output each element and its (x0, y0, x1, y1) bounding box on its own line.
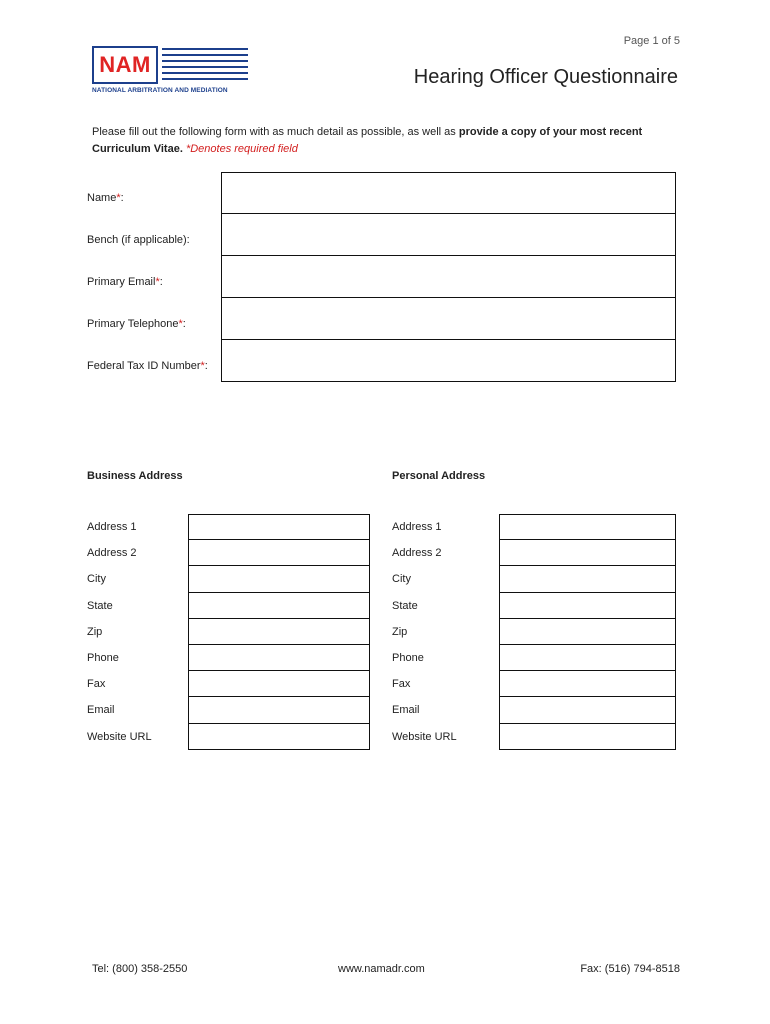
personal-website-url-label: Website URL (392, 730, 457, 743)
business-state-label: State (87, 599, 113, 612)
business-phone-label: Phone (87, 652, 119, 664)
business-zip-input[interactable] (188, 618, 370, 645)
required-star: * (116, 192, 121, 204)
bench-if-applicable-input[interactable] (221, 213, 676, 256)
primary-email-label (87, 276, 163, 288)
label-colon: : (186, 234, 190, 246)
document-title: Hearing Officer Questionnaire (413, 66, 678, 88)
field-label-text: Primary Email (87, 276, 156, 288)
field-label-text: Name (87, 192, 117, 204)
personal-city-label: City (392, 573, 411, 586)
bench-if-applicable-label (87, 234, 190, 246)
business-city-label: City (87, 573, 106, 586)
logo-text: NAM (99, 52, 151, 77)
personal-fax-label: Fax (392, 678, 411, 691)
personal-phone-input[interactable] (499, 644, 676, 671)
label-colon: : (120, 192, 124, 204)
personal-fax-input[interactable] (499, 670, 676, 697)
business-zip-label: Zip (87, 625, 103, 638)
business-address-2-label: Address 2 (87, 547, 137, 560)
personal-address-2-input[interactable] (499, 539, 676, 566)
business-address-1-label: Address 1 (87, 521, 137, 533)
field-label-text: Bench (if applicable) (87, 234, 187, 246)
logo-mark (92, 46, 158, 84)
intro-plain: Please fill out the following form with as much detail as possible, as well as (92, 126, 459, 138)
footer-web: www.namadr.com (338, 963, 425, 975)
page-number: Page 1 of 5 (623, 35, 680, 47)
label-colon: : (204, 360, 208, 372)
intro-bold: provide a copy of your most recent Curriculum Vitae. (92, 126, 643, 155)
business-city-input[interactable] (188, 565, 370, 592)
label-colon: : (159, 276, 163, 288)
intro-text (92, 124, 692, 158)
footer-fax: Fax: (516) 794-8518 (580, 963, 680, 975)
name-label (87, 192, 124, 204)
business-fax-label: Fax (87, 678, 106, 691)
business-fax-input[interactable] (188, 670, 370, 697)
personal-address-1-input[interactable] (499, 514, 676, 540)
footer-tel: Tel: (800) 358-2550 (92, 963, 188, 975)
logo-subtitle: NATIONAL ARBITRATION AND MEDIATION (92, 87, 228, 94)
personal-phone-label: Phone (392, 652, 424, 664)
business-address-2-input[interactable] (188, 539, 370, 566)
personal-email-input[interactable] (499, 696, 676, 723)
personal-state-input[interactable] (499, 592, 676, 619)
personal-zip-label: Zip (392, 625, 408, 638)
federal-tax-id-number-input[interactable] (221, 339, 676, 382)
personal-state-label: State (392, 599, 418, 612)
business-email-input[interactable] (188, 696, 370, 723)
business-phone-input[interactable] (188, 644, 370, 671)
required-note: *Denotes required field (185, 143, 298, 155)
primary-telephone-label (87, 318, 186, 330)
primary-email-input[interactable] (221, 255, 676, 298)
field-label-text: Primary Telephone (87, 318, 179, 330)
label-colon: : (182, 318, 186, 330)
field-label-text: Federal Tax ID Number (87, 360, 201, 372)
personal-zip-input[interactable] (499, 618, 676, 645)
personal-address-2-label: Address 2 (392, 547, 442, 560)
business-website-url-label: Website URL (87, 730, 152, 743)
required-star: * (178, 318, 183, 330)
personal-website-url-input[interactable] (499, 723, 676, 750)
primary-telephone-input[interactable] (221, 297, 676, 340)
personal-address-heading: Personal Address (392, 470, 486, 482)
business-state-input[interactable] (188, 592, 370, 619)
business-website-url-input[interactable] (188, 723, 370, 750)
personal-city-input[interactable] (499, 565, 676, 592)
nam-logo (92, 46, 248, 96)
business-address-heading: Business Address (87, 470, 183, 482)
business-email-label: Email (87, 704, 115, 717)
federal-tax-id-number-label (87, 360, 208, 372)
required-star: * (155, 276, 160, 288)
business-address-1-input[interactable] (188, 514, 370, 540)
name-input[interactable] (221, 172, 676, 214)
personal-email-label: Email (392, 704, 420, 717)
required-star: * (200, 360, 205, 372)
personal-address-1-label: Address 1 (392, 521, 442, 533)
